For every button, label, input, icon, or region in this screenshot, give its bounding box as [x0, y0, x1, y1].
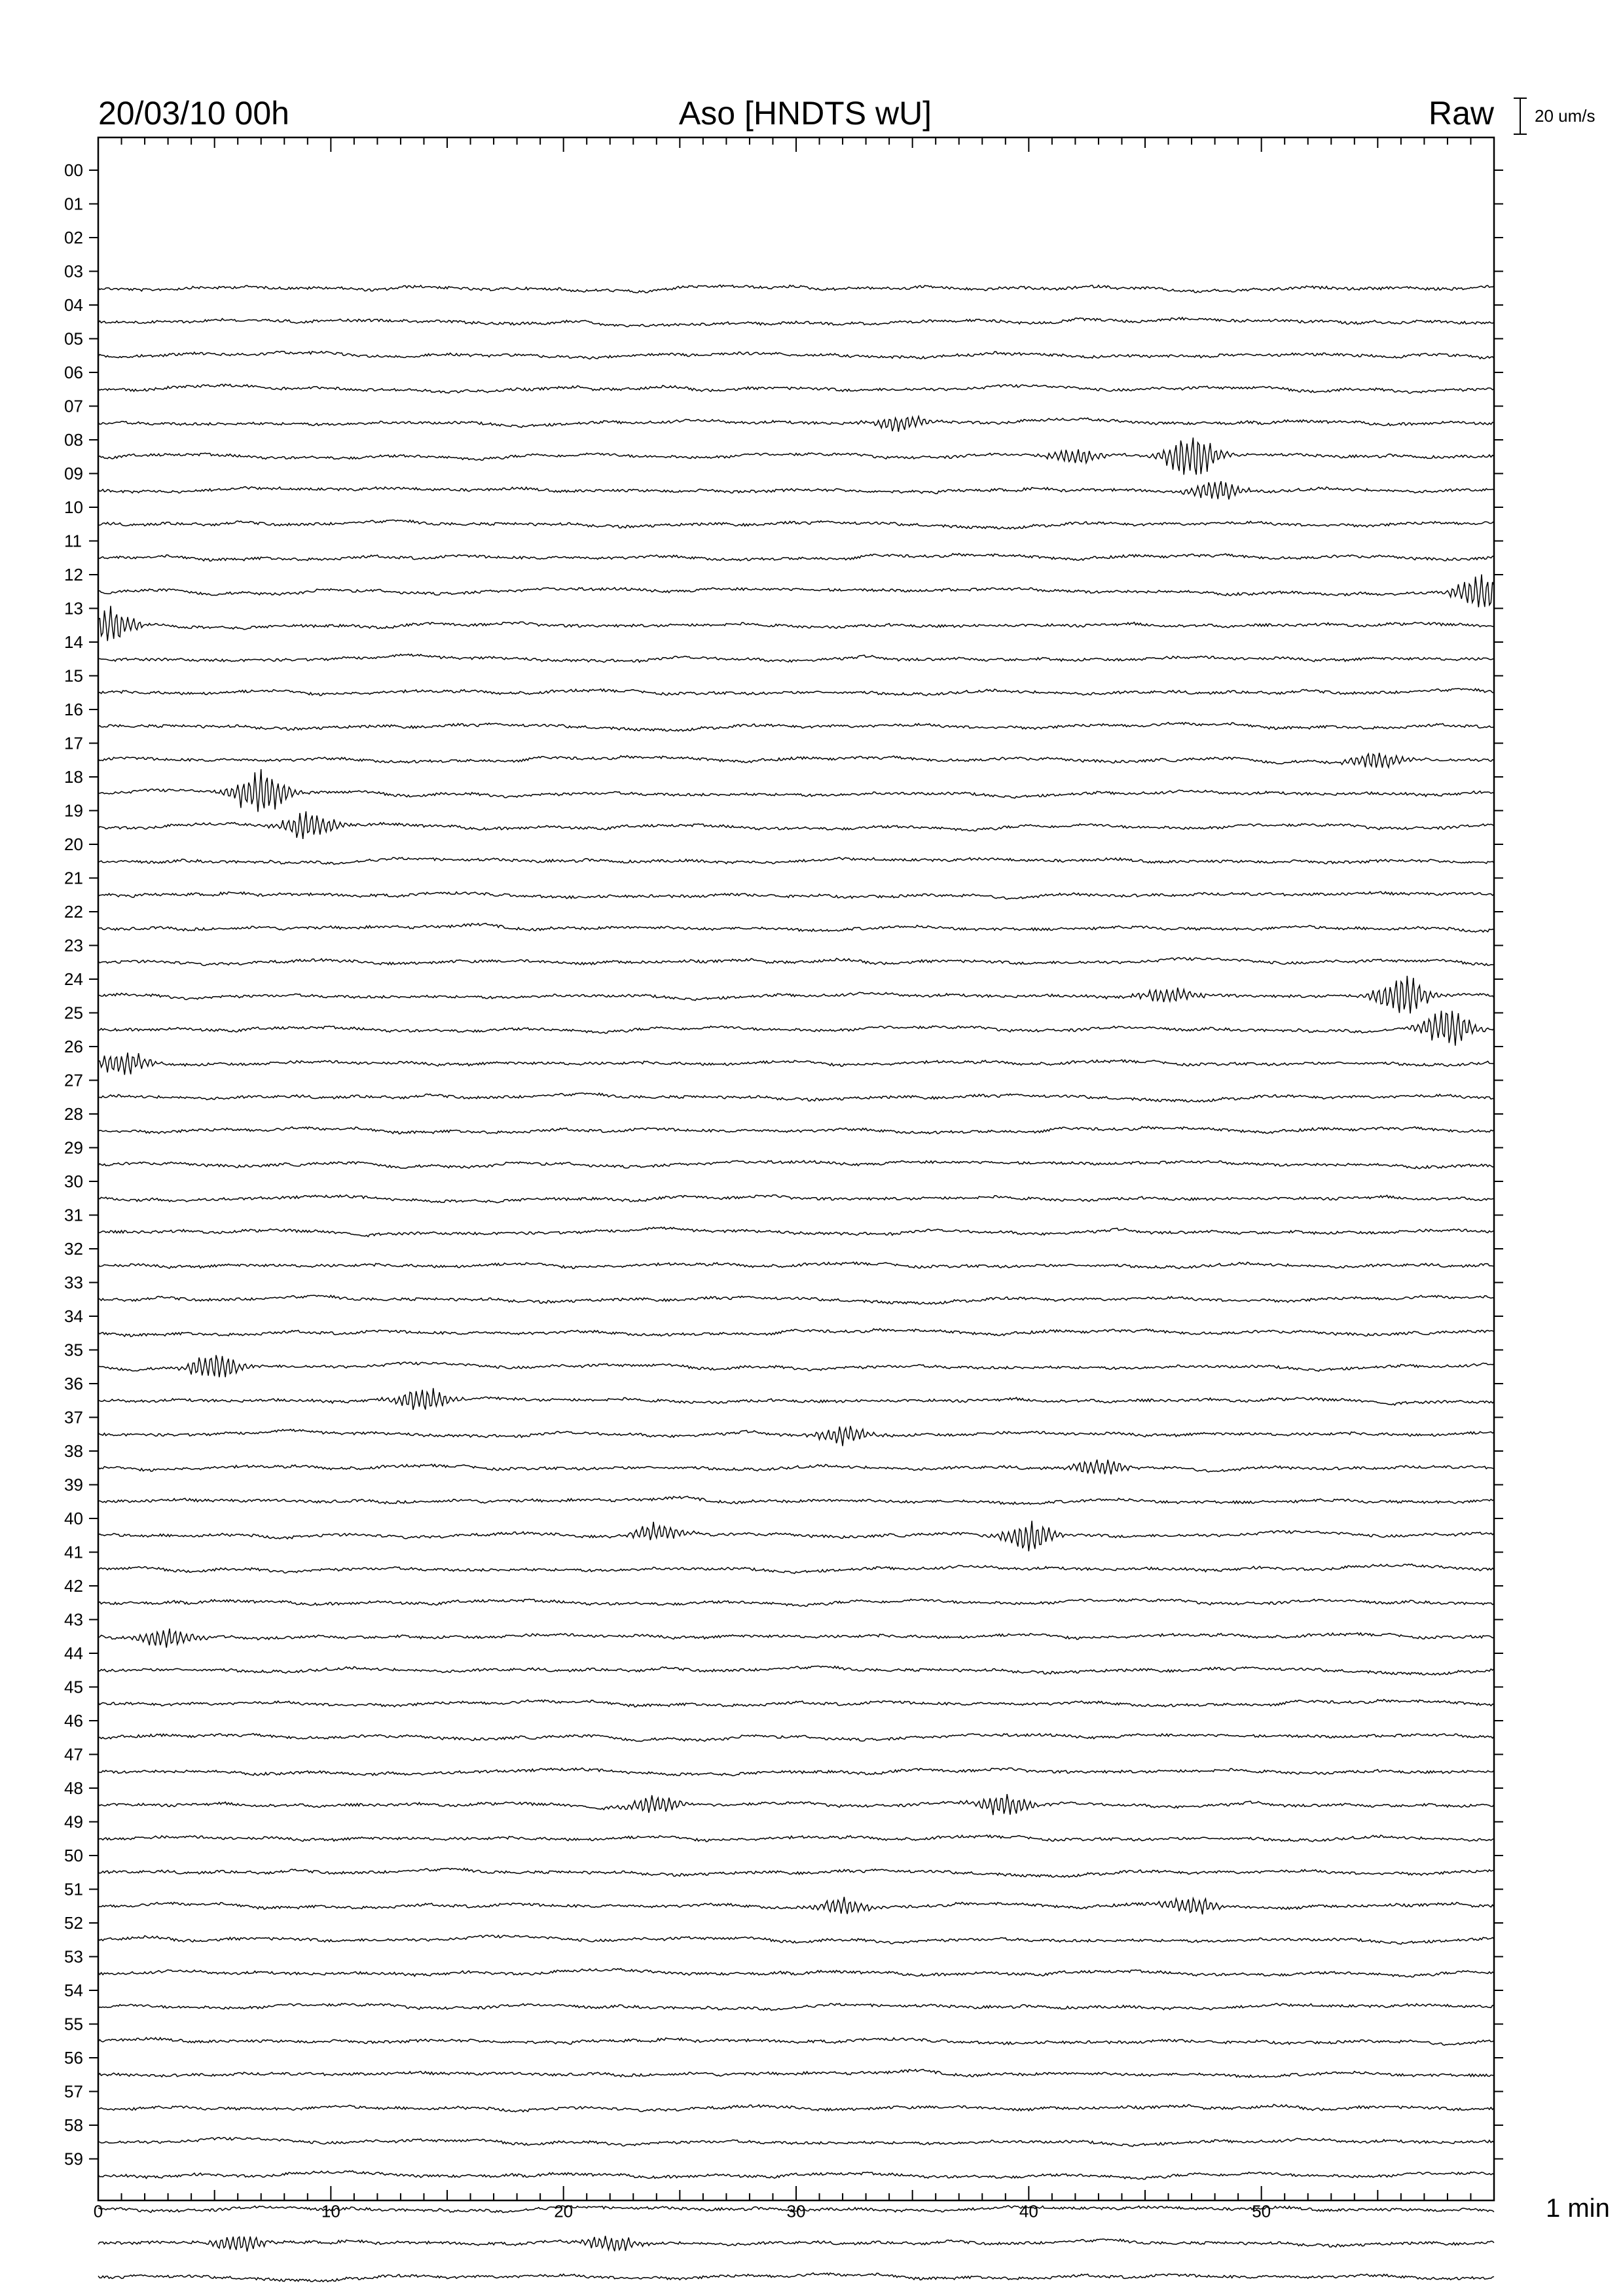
- seismic-trace: [98, 753, 1494, 768]
- minute-row-label: 45: [64, 1677, 83, 1697]
- seismic-trace: [98, 1160, 1494, 1169]
- minute-row-label: 17: [64, 733, 83, 753]
- minute-row-label: 20: [64, 834, 83, 854]
- minute-row-label: 38: [64, 1441, 83, 1461]
- minute-row-label: 30: [64, 1172, 83, 1191]
- seismic-trace: [98, 2171, 1494, 2179]
- datetime-label: 20/03/10 00h: [98, 95, 289, 132]
- seismic-trace: [98, 1093, 1494, 1102]
- mode-label: Raw: [1428, 95, 1494, 132]
- seismic-trace: [98, 438, 1494, 475]
- minute-row-label: 24: [64, 969, 83, 989]
- minute-row-label: 02: [64, 228, 83, 247]
- seismic-trace: [98, 769, 1494, 812]
- minute-row-label: 07: [64, 396, 83, 416]
- seismic-trace: [98, 1835, 1494, 1842]
- minute-row-labels: [64, 160, 83, 2169]
- x-tick-label: 0: [93, 2201, 103, 2221]
- x-tick-label: 30: [786, 2201, 806, 2221]
- minute-row-label: 50: [64, 1846, 83, 1865]
- minute-row-label: 15: [64, 666, 83, 686]
- minute-row-label: 08: [64, 430, 83, 450]
- seismic-trace: [98, 1126, 1494, 1134]
- minute-row-label: 46: [64, 1711, 83, 1731]
- minute-row-label: 12: [64, 565, 83, 584]
- seismic-trace: [98, 1628, 1494, 1647]
- minute-row-label: 55: [64, 2014, 83, 2034]
- seismic-trace: [98, 1355, 1494, 1377]
- minute-row-label: 49: [64, 1812, 83, 1832]
- seismic-trace: [98, 1897, 1494, 1914]
- seismic-trace: [98, 924, 1494, 932]
- seismic-trace: [98, 285, 1494, 293]
- seismic-traces: [98, 285, 1494, 2296]
- seismic-trace: [98, 416, 1494, 432]
- seismic-trace: [98, 1794, 1494, 1815]
- x-tick-label: 10: [321, 2201, 340, 2221]
- axis-ticks: [89, 137, 1503, 2200]
- scale-label: 20 um/s: [1535, 106, 1596, 126]
- minute-row-label: 31: [64, 1205, 83, 1225]
- seismic-trace: [98, 1011, 1494, 1045]
- seismic-trace: [98, 654, 1494, 662]
- minute-row-label: 42: [64, 1576, 83, 1596]
- seismic-trace: [98, 1734, 1494, 1742]
- seismic-trace: [98, 2273, 1494, 2282]
- minute-row-label: 32: [64, 1239, 83, 1259]
- minute-row-label: 44: [64, 1643, 83, 1663]
- seismic-trace: [98, 1426, 1494, 1446]
- minute-row-label: 09: [64, 463, 83, 484]
- minute-row-label: 28: [64, 1104, 83, 1124]
- minute-row-label: 04: [64, 295, 83, 315]
- minute-row-label: 48: [64, 1778, 83, 1798]
- seismic-trace: [98, 958, 1494, 965]
- seismic-trace: [98, 1564, 1494, 1574]
- minute-row-label: 19: [64, 800, 83, 821]
- minute-row-label: 10: [64, 497, 83, 517]
- seismic-trace: [98, 606, 1494, 641]
- seismic-trace: [98, 520, 1494, 529]
- seismic-trace: [98, 1935, 1494, 1945]
- x-tick-labels: [94, 2201, 1271, 2221]
- x-tick-label: 20: [554, 2201, 574, 2221]
- seismic-trace: [98, 1329, 1494, 1336]
- minute-row-label: 05: [64, 329, 83, 349]
- minute-row-label: 59: [64, 2149, 83, 2169]
- minute-row-label: 03: [64, 261, 83, 281]
- minute-row-label: 37: [64, 1407, 83, 1427]
- minute-row-label: 18: [64, 767, 83, 787]
- seismic-trace: [98, 1599, 1494, 1606]
- seismic-trace: [98, 351, 1494, 359]
- minute-row-label: 26: [64, 1037, 83, 1056]
- seismic-trace: [98, 2070, 1494, 2077]
- seismic-trace: [98, 1460, 1494, 1475]
- seismic-trace: [98, 1521, 1494, 1552]
- seismic-trace: [98, 812, 1494, 839]
- minute-row-label: 40: [64, 1509, 83, 1528]
- seismic-trace: [98, 1052, 1494, 1075]
- seismic-trace: [98, 384, 1494, 393]
- minute-row-label: 29: [64, 1138, 83, 1158]
- minute-row-label: 14: [64, 632, 83, 652]
- minute-row-label: 56: [64, 2048, 83, 2068]
- plot-frame: [98, 137, 1494, 2200]
- minute-row-label: 43: [64, 1609, 83, 1630]
- minute-row-label: 25: [64, 1003, 83, 1023]
- minute-row-label: 21: [64, 868, 83, 888]
- seismic-trace: [98, 2236, 1494, 2251]
- minute-row-label: 57: [64, 2081, 83, 2102]
- seismic-trace: [98, 1388, 1494, 1410]
- minute-row-label: 01: [64, 194, 83, 214]
- seismic-trace: [98, 1700, 1494, 1708]
- minute-row-label: 11: [64, 531, 82, 551]
- x-axis-unit-label: 1 min: [1546, 2194, 1610, 2223]
- seismic-trace: [98, 1868, 1494, 1877]
- minute-row-label: 41: [64, 1542, 83, 1562]
- minute-row-label: 06: [64, 363, 83, 382]
- seismic-trace: [98, 2104, 1494, 2111]
- minute-row-label: 53: [64, 1946, 83, 1967]
- seismic-trace: [98, 554, 1494, 562]
- seismic-trace: [98, 1496, 1494, 1504]
- minute-row-label: 58: [64, 2115, 83, 2135]
- seismic-trace: [98, 2003, 1494, 2011]
- minute-row-label: 51: [64, 1879, 83, 1899]
- minute-row-label: 54: [64, 1981, 83, 2000]
- minute-row-label: 35: [64, 1340, 83, 1360]
- x-tick-label: 40: [1019, 2201, 1038, 2221]
- minute-row-label: 00: [64, 160, 83, 180]
- scale-bar: [1514, 98, 1596, 134]
- seismic-trace: [98, 1768, 1494, 1776]
- seismic-trace: [98, 1295, 1494, 1304]
- seismic-trace: [98, 575, 1494, 607]
- x-tick-label: 50: [1252, 2201, 1271, 2221]
- seismic-trace: [98, 1195, 1494, 1203]
- minute-row-label: 22: [64, 902, 83, 922]
- seismic-trace: [98, 857, 1494, 865]
- minute-row-label: 16: [64, 700, 83, 719]
- minute-row-label: 47: [64, 1744, 83, 1765]
- minute-row-label: 34: [64, 1306, 83, 1326]
- seismic-trace: [98, 1262, 1494, 1268]
- seismic-trace: [98, 891, 1494, 899]
- station-title: Aso [HNDTS wU]: [678, 95, 932, 132]
- minute-row-label: 36: [64, 1374, 83, 1393]
- seismic-trace: [98, 1666, 1494, 1675]
- minute-row-label: 13: [64, 598, 83, 619]
- seismic-trace: [98, 723, 1494, 731]
- seismic-trace: [98, 1227, 1494, 1237]
- seismic-trace: [98, 689, 1494, 696]
- minute-row-label: 39: [64, 1475, 83, 1495]
- seismic-trace: [98, 481, 1494, 499]
- seismic-trace: [98, 317, 1494, 327]
- minute-row-label: 27: [64, 1070, 83, 1090]
- minute-row-label: 52: [64, 1913, 83, 1933]
- seismic-trace: [98, 976, 1494, 1014]
- minute-row-label: 33: [64, 1272, 83, 1293]
- seismic-trace: [98, 1969, 1494, 1977]
- seismic-trace: [98, 2138, 1494, 2147]
- minute-row-label: 23: [64, 935, 83, 956]
- seismic-trace: [98, 2037, 1494, 2045]
